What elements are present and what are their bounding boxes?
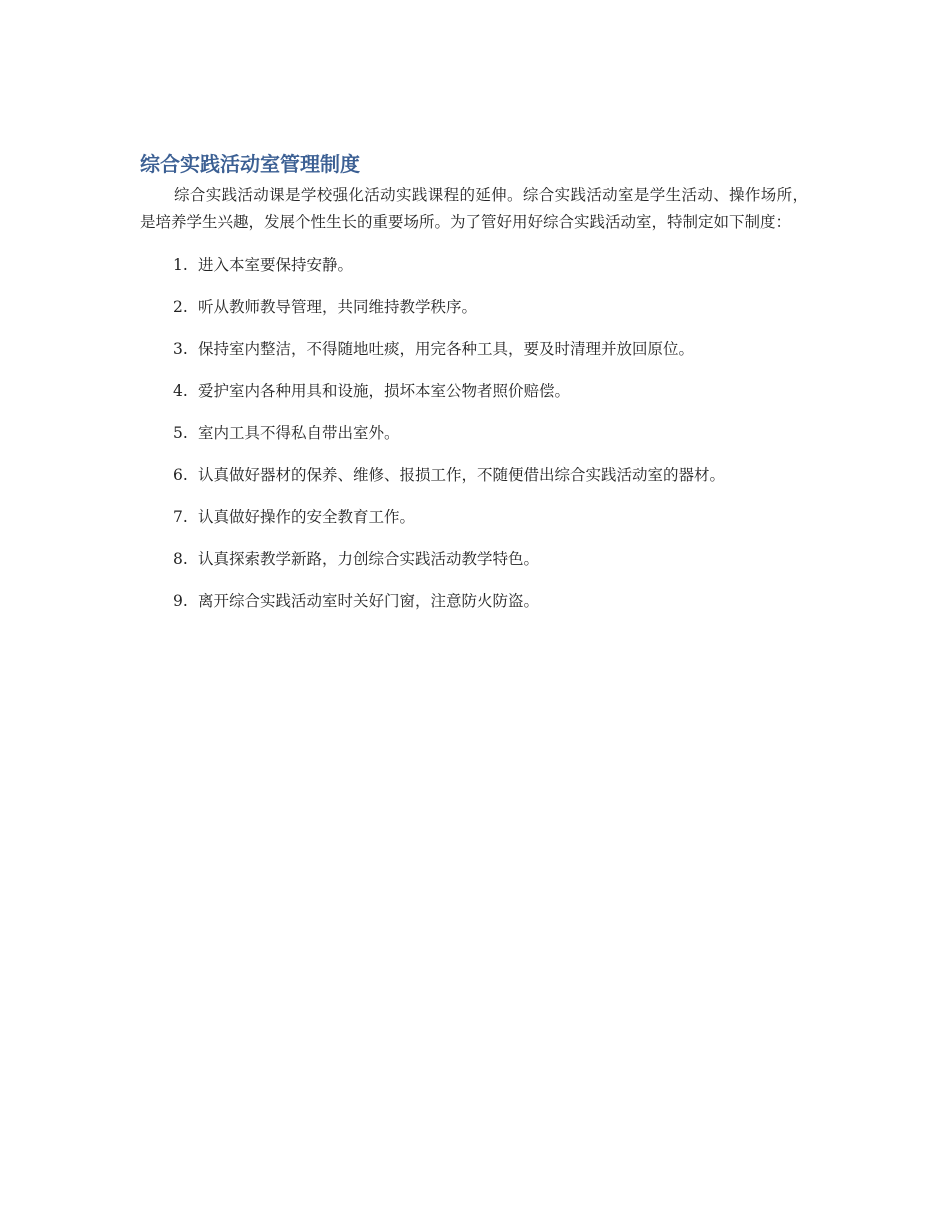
- rule-number: 3.: [173, 340, 188, 358]
- rule-number: 4.: [173, 382, 188, 400]
- rule-item-2: [140, 296, 808, 338]
- rule-text: 进入本室要保持安静。: [198, 256, 354, 274]
- page-title: 综合实践活动室管理制度: [140, 152, 360, 176]
- rule-number: 8.: [173, 550, 188, 568]
- rule-number: 9.: [173, 592, 188, 610]
- rule-text: 爱护室内各种用具和设施，损坏本室公物者照价赔偿。: [198, 382, 571, 400]
- rule-item-5: [140, 422, 808, 464]
- rule-item-7: [140, 506, 808, 548]
- rule-number: 1.: [173, 256, 188, 274]
- rule-item-1: [140, 254, 808, 296]
- rule-item-9: [140, 590, 808, 632]
- rule-number: 7.: [173, 508, 188, 526]
- rule-number: 2.: [173, 298, 188, 316]
- rule-text: 认真做好器材的保养、维修、报损工作，不随便借出综合实践活动室的器材。: [198, 466, 726, 484]
- document-content: [140, 150, 808, 632]
- rule-item-8: [140, 548, 808, 590]
- rules-list: [140, 254, 808, 632]
- rule-item-3: [140, 338, 808, 380]
- rule-text: 认真探索教学新路，力创综合实践活动教学特色。: [198, 550, 540, 568]
- rule-number: 6.: [173, 466, 188, 484]
- rule-text: 室内工具不得私自带出室外。: [198, 424, 400, 442]
- intro-paragraph: 综合实践活动课是学校强化活动实践课程的延伸。综合实践活动室是学生活动、操作场所，是培养学生兴趣，发展个性生长的重要场所。为了管好用好综合实践活动室，特制定如下制度：: [140, 186, 808, 231]
- rule-item-4: [140, 380, 808, 422]
- rule-number: 5.: [173, 424, 188, 442]
- rule-text: 离开综合实践活动室时关好门窗，注意防火防盗。: [198, 592, 540, 610]
- rule-text: 听从教师教导管理，共同维持教学秩序。: [198, 298, 478, 316]
- rule-text: 认真做好操作的安全教育工作。: [198, 508, 416, 526]
- rule-item-6: [140, 464, 808, 506]
- rule-text: 保持室内整洁，不得随地吐痰，用完各种工具，要及时清理并放回原位。: [198, 340, 695, 358]
